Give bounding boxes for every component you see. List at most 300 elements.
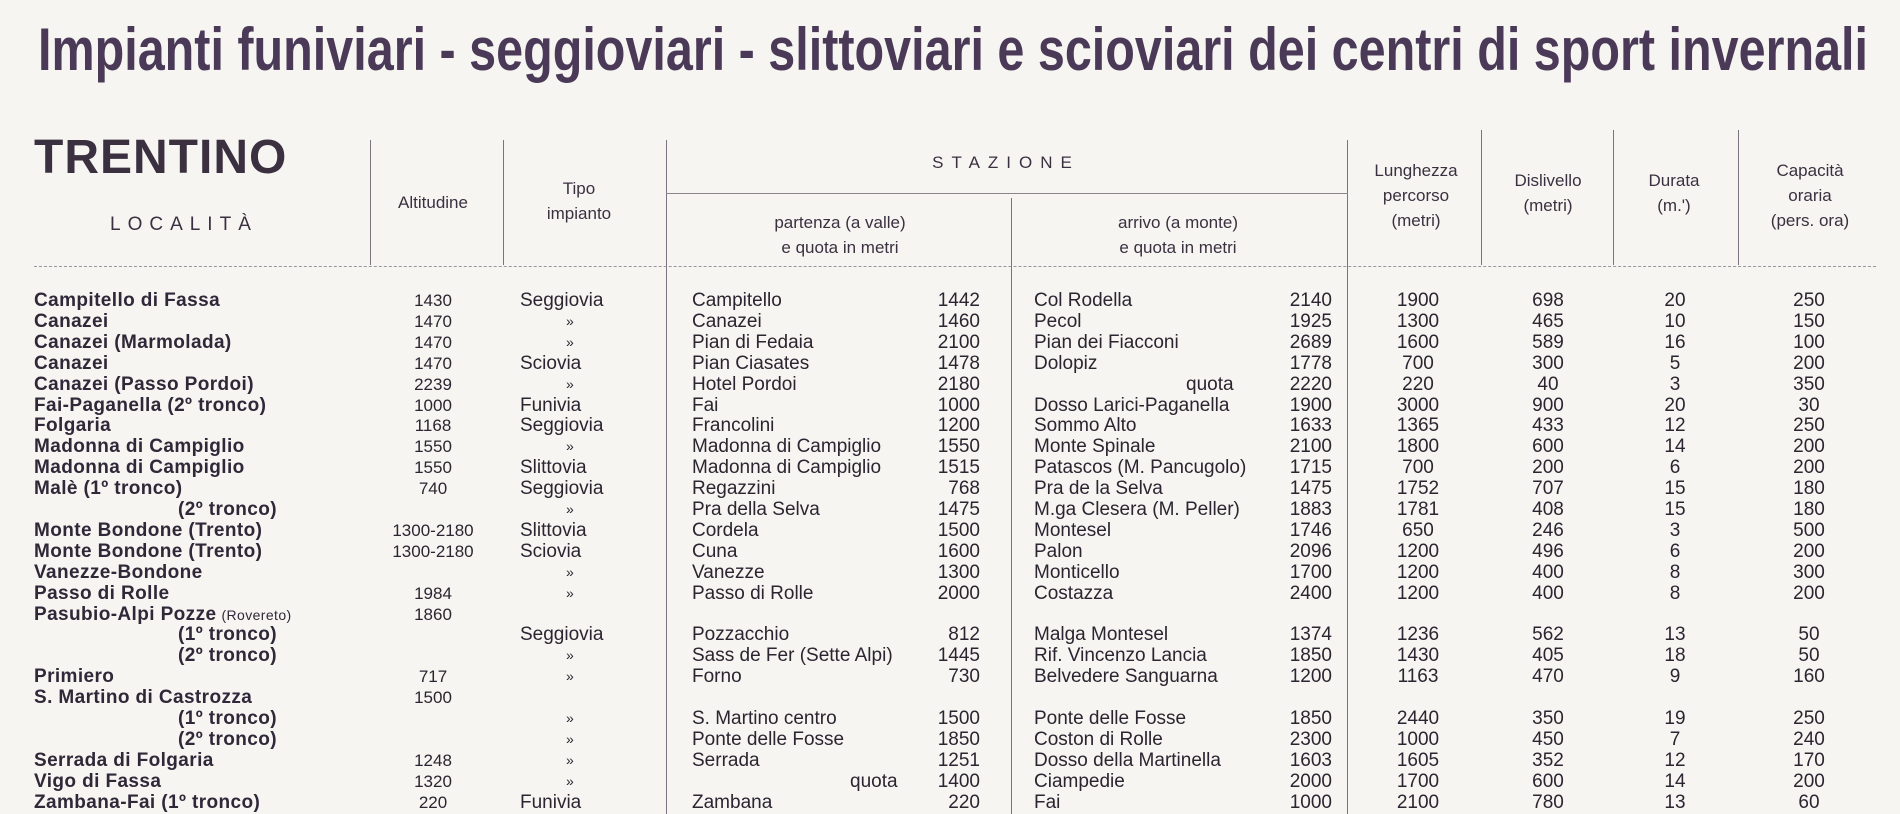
region-subtitle: LOCALITÀ	[110, 214, 258, 235]
duration-cell: 20	[1664, 290, 1686, 311]
location-name: Vigo di Fassa	[34, 771, 162, 792]
location-cell	[178, 708, 277, 729]
elevation-gain-cell: 496	[1532, 541, 1564, 562]
arrival-quota-cell: 1746	[1289, 520, 1332, 541]
arrival-name-cell: Costazza	[1034, 583, 1114, 604]
header-capacita-line2: oraria	[1788, 186, 1832, 205]
table-row	[0, 499, 1900, 520]
elevation-gain-cell: 200	[1532, 457, 1564, 478]
table-row	[0, 792, 1900, 813]
arrival-quota-cell: 1715	[1289, 457, 1332, 478]
table-row	[0, 708, 1900, 729]
location-name: Canazei (Passo Pordoi)	[34, 374, 254, 395]
table-row	[0, 436, 1900, 457]
header-dislivello	[1486, 168, 1610, 218]
departure-name-cell: Vanezze	[692, 562, 765, 583]
type-cell: Sciovia	[520, 541, 582, 562]
altitude-cell: 1300-2180	[392, 521, 474, 540]
type-cell: »	[566, 564, 574, 580]
location-name: Canazei	[34, 311, 109, 332]
location-name: Primiero	[34, 666, 115, 687]
capacity-cell: 250	[1793, 415, 1825, 436]
header-lunghezza	[1352, 158, 1480, 233]
departure-quota-cell: 2100	[937, 332, 980, 353]
elevation-gain-cell: 408	[1532, 499, 1564, 520]
duration-cell: 15	[1664, 478, 1686, 499]
length-cell: 1163	[1397, 666, 1439, 687]
location-cell	[34, 395, 266, 416]
departure-quota-cell: 730	[948, 666, 980, 687]
duration-cell: 12	[1664, 750, 1686, 771]
location-name: Vanezze-Bondone	[34, 562, 203, 583]
departure-quota-cell: 1251	[937, 750, 980, 771]
departure-quota-cell: 1850	[937, 729, 980, 750]
location-cell	[34, 771, 161, 792]
type-cell: »	[566, 668, 574, 684]
location-cell	[34, 353, 109, 374]
arrival-name-cell: Rif. Vincenzo Lancia	[1034, 645, 1207, 666]
departure-name-cell: Cordela	[692, 520, 759, 541]
location-name: Fai-Paganella (2º tronco)	[34, 395, 267, 416]
departure-quota-cell: 1400	[937, 771, 980, 792]
location-name: Serrada di Folgaria	[34, 750, 214, 771]
location-cell	[34, 562, 203, 583]
type-cell: »	[566, 773, 574, 789]
arrival-name-cell: Belvedere Sanguarna	[1034, 666, 1218, 687]
table-row	[0, 583, 1900, 604]
header-durata-line1: Durata	[1648, 171, 1700, 190]
arrival-quota-cell: 1633	[1289, 415, 1332, 436]
duration-cell: 14	[1664, 436, 1686, 457]
location-name: Madonna di Campiglio	[34, 457, 245, 478]
departure-name-cell: S. Martino centro	[692, 708, 837, 729]
departure-name-cell: Francolini	[692, 415, 775, 436]
table-row	[0, 311, 1900, 332]
departure-quota-cell: 1442	[937, 290, 980, 311]
arrival-quota-cell: 1700	[1289, 562, 1332, 583]
departure-quota-cell: 1500	[937, 520, 980, 541]
duration-cell: 9	[1669, 666, 1681, 687]
elevation-gain-cell: 300	[1532, 353, 1564, 374]
arrival-quota-cell: 1374	[1289, 624, 1332, 645]
duration-cell: 10	[1664, 311, 1686, 332]
header-stazione: STAZIONE	[932, 153, 1080, 172]
duration-cell: 6	[1669, 541, 1681, 562]
arrival-name-cell: Dosso della Martinella	[1034, 750, 1221, 771]
length-cell: 1752	[1396, 478, 1440, 499]
elevation-gain-cell: 352	[1532, 750, 1564, 771]
arrival-quota-cell: 1883	[1289, 499, 1332, 520]
capacity-cell: 200	[1793, 353, 1825, 374]
capacity-cell: 50	[1798, 645, 1820, 666]
headline	[38, 14, 1868, 86]
capacity-cell: 200	[1793, 541, 1825, 562]
elevation-gain-cell: 246	[1532, 520, 1564, 541]
location-name: Monte Bondone (Trento)	[34, 541, 263, 562]
arrival-quota-cell: 1200	[1289, 666, 1332, 687]
altitude-cell: 1550	[414, 437, 452, 456]
departure-name-cell: Hotel Pordoi	[692, 374, 797, 395]
length-cell: 2100	[1396, 792, 1440, 813]
location-cell	[178, 499, 277, 520]
duration-cell: 13	[1664, 624, 1686, 645]
arrival-quota-cell: 1000	[1289, 792, 1332, 813]
table-row	[0, 687, 1900, 708]
location-cell	[34, 290, 220, 311]
table-row	[0, 290, 1900, 311]
header-partenza-line2: e quota in metri	[781, 238, 899, 257]
departure-name-cell: Pian di Fedaia	[692, 332, 814, 353]
arrival-quota-cell: 2100	[1289, 436, 1332, 457]
column-divider	[1738, 130, 1739, 265]
type-cell: »	[566, 501, 574, 517]
location-cell	[178, 624, 277, 645]
departure-quota-cell: 812	[948, 624, 980, 645]
duration-cell: 16	[1664, 332, 1686, 353]
elevation-gain-cell: 562	[1532, 624, 1564, 645]
altitude-cell: 1500	[414, 688, 452, 707]
arrival-name-cell: Fai	[1034, 792, 1061, 813]
duration-cell: 19	[1664, 708, 1686, 729]
arrival-name-cell: Monte Spinale	[1034, 436, 1156, 457]
type-cell: »	[566, 647, 574, 663]
capacity-cell: 50	[1798, 624, 1820, 645]
capacity-cell: 100	[1793, 332, 1825, 353]
header-lunghezza-line3: (metri)	[1391, 211, 1441, 230]
altitude-cell: 1168	[414, 416, 452, 435]
departure-quota-cell: 768	[948, 478, 980, 499]
table-row	[0, 645, 1900, 666]
elevation-gain-cell: 589	[1532, 332, 1564, 353]
departure-name-cell: Campitello	[692, 290, 782, 311]
header-durata	[1618, 168, 1730, 218]
duration-cell: 7	[1669, 729, 1681, 750]
length-cell: 1300	[1396, 311, 1440, 332]
table-row	[0, 624, 1900, 645]
location-cell	[34, 436, 245, 457]
length-cell: 1800	[1396, 436, 1440, 457]
header-arrivo-line1: arrivo (a monte)	[1118, 213, 1238, 232]
type-cell: Slittovia	[520, 457, 587, 478]
duration-cell: 15	[1664, 499, 1686, 520]
altitude-cell: 1470	[414, 354, 452, 373]
type-cell: Seggiovia	[520, 624, 604, 645]
table-row	[0, 541, 1900, 562]
location-name: Campitello di Fassa	[34, 290, 221, 311]
type-cell: »	[566, 710, 574, 726]
table-row	[0, 771, 1900, 792]
departure-name-cell: Serrada	[692, 750, 760, 771]
header-dislivello-line1: Dislivello	[1514, 171, 1582, 190]
header-partenza-line1: partenza (a valle)	[774, 213, 906, 232]
departure-name-cell: Sass de Fer (Sette Alpi)	[692, 645, 893, 666]
location-cell	[34, 311, 109, 332]
altitude-cell: 2239	[414, 375, 452, 394]
header-lunghezza-line1: Lunghezza	[1374, 161, 1458, 180]
arrival-name-cell: Patascos (M. Pancugolo)	[1034, 457, 1247, 478]
arrival-quota-cell: 1850	[1289, 708, 1332, 729]
location-name: Canazei	[34, 353, 109, 374]
column-divider	[1613, 130, 1614, 265]
arrival-quota-cell: 2140	[1289, 290, 1332, 311]
altitude-cell: 1300-2180	[392, 542, 474, 561]
length-cell: 1430	[1396, 645, 1440, 666]
location-cell	[34, 332, 232, 353]
location-cell	[34, 520, 262, 541]
altitude-cell: 1320	[414, 772, 452, 791]
departure-quota-cell: 1515	[937, 457, 980, 478]
arrival-name-cell: Pian dei Fiacconi	[1034, 332, 1179, 353]
header-capacita-line3: (pers. ora)	[1770, 211, 1850, 230]
type-cell: Funivia	[520, 395, 582, 416]
header-dotted-rule	[34, 266, 1876, 267]
location-cell	[34, 687, 252, 708]
departure-quota-cell: 1500	[937, 708, 980, 729]
departure-name-cell: Madonna di Campiglio	[692, 457, 882, 478]
type-cell: Slittovia	[520, 520, 587, 541]
duration-cell: 8	[1669, 583, 1681, 604]
type-cell: »	[566, 752, 574, 768]
stazione-rule	[666, 193, 1348, 194]
duration-cell: 6	[1669, 457, 1681, 478]
elevation-gain-cell: 450	[1532, 729, 1564, 750]
arrival-quota-cell: 2000	[1289, 771, 1332, 792]
elevation-gain-cell: 780	[1532, 792, 1564, 813]
arrival-name-cell: Col Rodella	[1034, 290, 1133, 311]
departure-quota-cell: 1000	[937, 395, 980, 416]
altitude-cell: 1430	[414, 291, 452, 310]
location-name: (1º tronco)	[178, 708, 277, 729]
column-divider	[370, 140, 371, 265]
table-row	[0, 562, 1900, 583]
arrival-quota-cell: 1925	[1289, 311, 1332, 332]
location-cell	[34, 666, 114, 687]
length-cell: 1200	[1396, 562, 1440, 583]
altitude-cell: 1860	[414, 605, 452, 624]
duration-cell: 3	[1669, 374, 1681, 395]
location-name: S. Martino di Castrozza	[34, 687, 253, 708]
location-note: (Rovereto)	[221, 607, 292, 623]
length-cell: 1600	[1396, 332, 1440, 353]
table-row	[0, 332, 1900, 353]
header-dislivello-line2: (metri)	[1523, 196, 1573, 215]
departure-name-cell: Zambana	[692, 792, 773, 813]
table-row	[0, 395, 1900, 416]
arrival-name-cell: Montesel	[1034, 520, 1112, 541]
location-name: (2º tronco)	[178, 645, 277, 666]
departure-quota-cell: 2000	[937, 583, 980, 604]
departure-name-cell: Passo di Rolle	[692, 583, 814, 604]
table-row	[0, 457, 1900, 478]
type-cell: Seggiovia	[520, 478, 604, 499]
header-altitudine: Altitudine	[398, 193, 468, 212]
arrival-name-cell: Pecol	[1034, 311, 1082, 332]
arrival-name-cell: Dolopiz	[1034, 353, 1098, 374]
type-cell: »	[566, 585, 574, 601]
table-row	[0, 520, 1900, 541]
location-cell	[34, 792, 260, 813]
departure-name-cell: Pra della Selva	[692, 499, 820, 520]
capacity-cell: 180	[1793, 499, 1825, 520]
location-name: (1º tronco)	[178, 624, 277, 645]
location-cell	[34, 604, 292, 626]
location-name: Zambana-Fai (1º tronco)	[34, 792, 261, 813]
arrival-name-cell: Palon	[1034, 541, 1083, 562]
type-cell: »	[566, 731, 574, 747]
arrival-quota-cell: 2689	[1289, 332, 1332, 353]
arrival-quota-cell: 2220	[1289, 374, 1332, 395]
header-lunghezza-line2: percorso	[1382, 186, 1450, 205]
departure-quota-cell: 1475	[937, 499, 980, 520]
duration-cell: 14	[1664, 771, 1686, 792]
departure-quota-cell: 1460	[937, 311, 980, 332]
location-cell	[178, 729, 277, 750]
length-cell: 700	[1402, 457, 1434, 478]
departure-quota-cell: 1600	[937, 541, 980, 562]
arrival-quota-cell: 1475	[1289, 478, 1332, 499]
header-durata-line2: (m.')	[1657, 196, 1691, 215]
length-cell: 1900	[1396, 290, 1440, 311]
type-cell: »	[566, 376, 574, 392]
capacity-cell: 200	[1793, 583, 1825, 604]
location-cell	[34, 374, 254, 395]
departure-quota-cell: 220	[948, 792, 980, 813]
capacity-cell: 250	[1793, 708, 1825, 729]
capacity-cell: 160	[1793, 666, 1825, 687]
elevation-gain-cell: 40	[1537, 374, 1559, 395]
elevation-gain-cell: 465	[1532, 311, 1564, 332]
arrival-name-cell: Coston di Rolle	[1034, 729, 1163, 750]
duration-cell: 12	[1664, 415, 1686, 436]
altitude-cell: 1470	[414, 333, 452, 352]
length-cell: 1365	[1396, 415, 1440, 436]
header-partenza	[670, 210, 1010, 260]
duration-cell: 18	[1664, 645, 1686, 666]
location-name: Passo di Rolle	[34, 583, 170, 604]
header-tipo	[504, 176, 654, 226]
capacity-cell: 200	[1793, 771, 1825, 792]
duration-cell: 5	[1669, 353, 1681, 374]
departure-quota-cell: 1478	[937, 353, 980, 374]
altitude-cell: 717	[418, 667, 448, 686]
departure-name-cell: Regazzini	[692, 478, 776, 499]
location-name: Pasubio-Alpi Pozze	[34, 604, 217, 625]
header-arrivo	[1014, 210, 1342, 260]
departure-quota-cell: 1550	[937, 436, 980, 457]
elevation-gain-cell: 707	[1532, 478, 1564, 499]
location-name: Madonna di Campiglio	[34, 436, 245, 457]
length-cell: 1000	[1396, 729, 1440, 750]
type-cell: Seggiovia	[520, 415, 604, 436]
arrival-quota-cell: 1778	[1289, 353, 1332, 374]
elevation-gain-cell: 350	[1532, 708, 1564, 729]
location-name: Monte Bondone (Trento)	[34, 520, 263, 541]
departure-name-cell: Canazei	[692, 311, 762, 332]
arrival-quota-cell: 1850	[1289, 645, 1332, 666]
location-cell	[34, 415, 111, 436]
capacity-cell: 300	[1793, 562, 1825, 583]
departure-name-cell: Pian Ciasates	[692, 353, 810, 374]
departure-name-cell: Fai	[692, 395, 719, 416]
region-title: TRENTINO	[34, 131, 288, 184]
location-cell	[178, 645, 277, 666]
capacity-cell: 150	[1793, 311, 1825, 332]
length-cell: 650	[1402, 520, 1434, 541]
header-capacita	[1744, 158, 1876, 233]
altitude-cell: 1550	[414, 458, 452, 477]
departure-quota-cell: 1300	[937, 562, 980, 583]
elevation-gain-cell: 600	[1532, 436, 1564, 457]
length-cell: 3000	[1396, 395, 1440, 416]
capacity-cell: 180	[1793, 478, 1825, 499]
altitude-cell: 1248	[414, 751, 452, 770]
table-row	[0, 750, 1900, 771]
length-cell: 1200	[1396, 541, 1440, 562]
capacity-cell: 200	[1793, 436, 1825, 457]
departure-name-cell: Madonna di Campiglio	[692, 436, 882, 457]
capacity-cell: 30	[1798, 395, 1820, 416]
arrival-quota-cell: 1603	[1289, 750, 1332, 771]
header-tipo-line2: impianto	[546, 204, 612, 223]
elevation-gain-cell: 400	[1532, 583, 1564, 604]
arrival-name-cell: Monticello	[1034, 562, 1120, 583]
type-cell: »	[566, 334, 574, 350]
arrival-name-cell: Ponte delle Fosse	[1034, 708, 1187, 729]
capacity-cell: 60	[1798, 792, 1820, 813]
departure-name-cell: Forno	[692, 666, 742, 687]
location-name: Canazei (Marmolada)	[34, 332, 232, 353]
location-cell	[34, 750, 214, 771]
departure-quota-cell: 1445	[937, 645, 980, 666]
header-capacita-line1: Capacità	[1776, 161, 1844, 180]
length-cell: 1781	[1396, 499, 1440, 520]
arrival-quota-cell: 2400	[1289, 583, 1332, 604]
departure-name-cell: Ponte delle Fosse	[692, 729, 845, 750]
type-cell: »	[566, 313, 574, 329]
length-cell: 1700	[1396, 771, 1440, 792]
elevation-gain-cell: 433	[1532, 415, 1564, 436]
length-cell: 1236	[1396, 624, 1440, 645]
location-cell	[34, 457, 245, 478]
departure-name-cell: Cuna	[692, 541, 738, 562]
arrival-name-cell: Dosso Larici-Paganella	[1034, 395, 1230, 416]
header-tipo-line1: Tipo	[562, 179, 596, 198]
type-cell: Seggiovia	[520, 290, 604, 311]
arrival-name-cell: Ciampedie	[1034, 771, 1125, 792]
location-cell	[34, 583, 169, 604]
capacity-cell: 250	[1793, 290, 1825, 311]
elevation-gain-cell: 470	[1532, 666, 1564, 687]
altitude-cell: 220	[418, 793, 448, 812]
arrival-name-cell: Malga Montesel	[1034, 624, 1169, 645]
elevation-gain-cell: 400	[1532, 562, 1564, 583]
type-cell: »	[566, 438, 574, 454]
duration-cell: 8	[1669, 562, 1681, 583]
departure-quota-cell: 2180	[937, 374, 980, 395]
length-cell: 700	[1402, 353, 1434, 374]
length-cell: 1605	[1396, 750, 1440, 771]
table-row	[0, 374, 1900, 395]
table-row	[0, 729, 1900, 750]
table-row	[0, 604, 1900, 625]
arrival-name-cell: quota	[1186, 374, 1234, 395]
capacity-cell: 240	[1793, 729, 1825, 750]
type-cell: Funivia	[520, 792, 582, 813]
length-cell: 220	[1402, 374, 1434, 395]
location-name: (2º tronco)	[178, 499, 277, 520]
capacity-cell: 200	[1793, 457, 1825, 478]
table-row	[0, 415, 1900, 436]
